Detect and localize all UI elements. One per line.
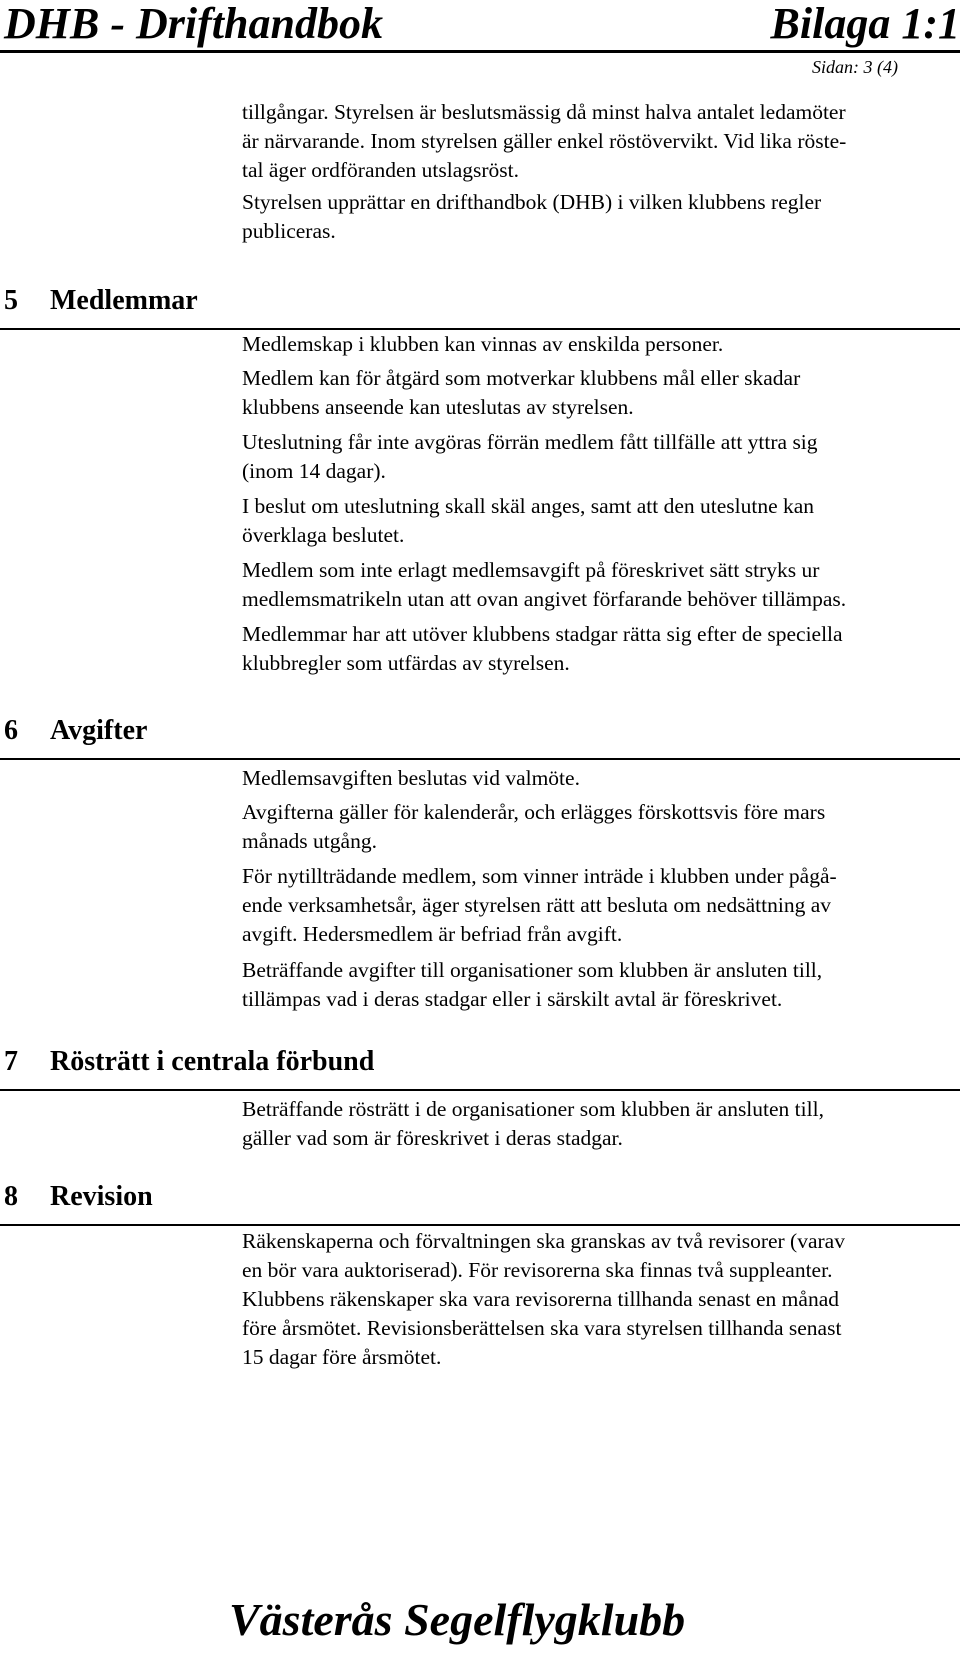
section-divider — [0, 1089, 960, 1091]
section-title: Revision — [50, 1181, 153, 1212]
section-paragraph: Uteslutning får inte avgöras förrän medlem fått tillfälle att yttra sig (inom 14 dagar). — [242, 430, 818, 483]
section-paragraph: Medlemmar har att utöver klubbens stadgar rätta sig efter de speciella klubbregler som utfärdas av styrelsen. — [242, 622, 843, 675]
intro-paragraph: tillgångar. Styrelsen är beslutsmässig då minst halva antalet ledamöter är närvarande. Inom styrelsen gäller enkel röstövervikt. Vid lika röste- tal äger ordföranden utslagsröst. — [242, 100, 847, 182]
page-header — [0, 0, 960, 52]
section-number: 6 — [4, 715, 18, 746]
appendix-title: Bilaga 1:1 — [770, 0, 960, 48]
section-paragraph: Medlemskap i klubben kan vinnas av enskilda personer. — [242, 332, 724, 356]
intro-paragraph: Styrelsen upprättar en drifthandbok (DHB) i vilken klubbens regler publiceras. — [242, 190, 822, 243]
section-paragraph: Räkenskaperna och förvaltningen ska granskas av två revisorer (varav en bör vara auktoriserad). För revisorerna ska finnas två suppleanter. Klubbens räkenskaper ska vara revisorerna tillhanda senast en månad före årsmötet. Revisionsberättelsen ska vara styrelsen tillhanda senast 15 dagar före årsmötet. — [242, 1229, 845, 1369]
section-heading-medlemmar — [0, 282, 960, 334]
section-title: Avgifter — [50, 715, 148, 746]
section-title: Medlemmar — [50, 285, 198, 316]
section-heading-revision — [0, 1178, 960, 1230]
section-divider — [0, 758, 960, 760]
section-paragraph: Beträffande rösträtt i de organisationer som klubben är ansluten till, gäller vad som är föreskrivet i deras stadgar. — [242, 1097, 824, 1150]
header-divider — [0, 50, 960, 53]
section-paragraph: För nytillträdande medlem, som vinner inträde i klubben under pågå- ende verksamhetsår, äger styrelsen rätt att besluta om nedsättning av avgift. Hedersmedlem är befriad från avgift. — [242, 864, 837, 946]
section-paragraph: I beslut om uteslutning skall skäl anges, samt att den uteslutne kan överklaga beslutet. — [242, 494, 815, 547]
page-number: Sidan: 3 (4) — [812, 57, 898, 77]
section-title: Rösträtt i centrala förbund — [50, 1046, 375, 1077]
section-number: 8 — [4, 1181, 18, 1212]
section-paragraph: Medlem kan för åtgärd som motverkar klubbens mål eller skadar klubbens anseende kan uteslutas av styrelsen. — [242, 366, 801, 419]
footer-club-name: Västerås Segelflygklubb — [229, 1594, 686, 1645]
section-number: 7 — [4, 1046, 18, 1077]
section-paragraph: Beträffande avgifter till organisationer som klubben är ansluten till, tillämpas vad i deras stadgar eller i särskilt avtal är föreskrivet. — [242, 958, 823, 1011]
document-title: DHB - Drifthandbok — [4, 0, 383, 48]
section-paragraph: Medlemsavgiften beslutas vid valmöte. — [242, 766, 580, 790]
section-heading-rostratt — [0, 1043, 960, 1095]
section-paragraph: Medlem som inte erlagt medlemsavgift på föreskrivet sätt stryks ur medlemsmatrikeln utan att ovan angivet förfarande behöver tillämpas. — [242, 558, 847, 611]
section-number: 5 — [4, 285, 18, 316]
section-heading-avgifter — [0, 712, 960, 764]
section-divider — [0, 1224, 960, 1226]
section-paragraph: Avgifterna gäller för kalenderår, och erlägges förskottsvis före mars månads utgång. — [242, 800, 826, 853]
